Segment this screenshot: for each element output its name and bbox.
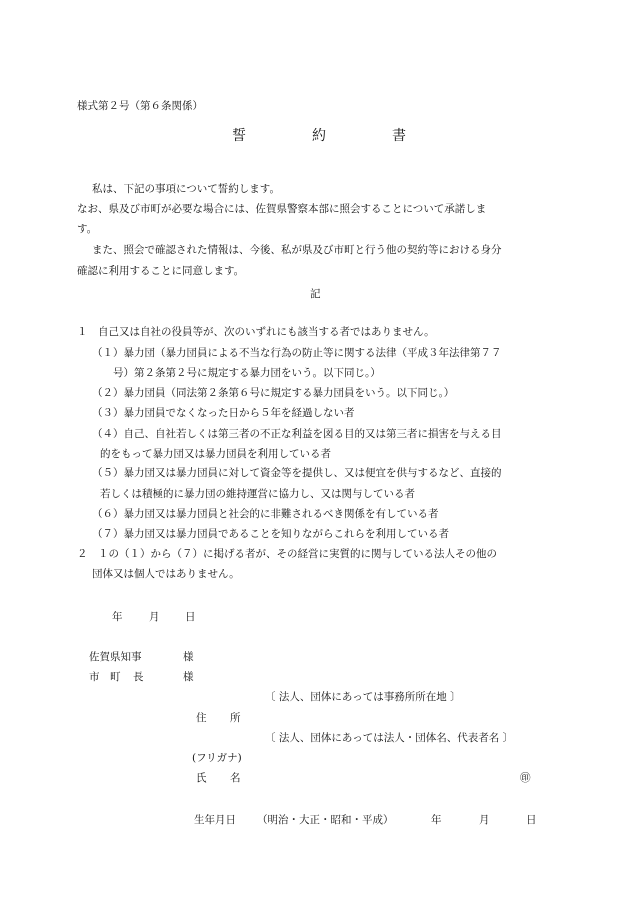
address-label-char-1: 住	[196, 712, 207, 724]
intro-line-2: なお、県及び市町が必要な場合には、佐賀県警察本部に照会することについて承諾しま	[77, 203, 487, 215]
furigana-label: (フリガナ)	[192, 752, 242, 764]
address-note: 〔 法人、団体にあっては事務所所在地 〕	[265, 691, 461, 703]
intro-line-4: また、照会で確認された情報は、今後、私が県及び市町と行う他の契約等における身分	[92, 244, 502, 256]
name-label-char-1: 氏	[196, 772, 207, 784]
birth-year-label: 年	[431, 814, 442, 826]
title-char-1: 誓	[232, 128, 246, 144]
document-title	[232, 127, 406, 146]
item-1: １ 自己又は自社の役員等が、次のいずれにも該当する者ではありません。	[77, 326, 435, 338]
intro-line-3: す。	[77, 223, 98, 235]
era-options: （明治・大正・昭和・平成）	[257, 814, 394, 826]
form-number-label: 様式第２号（第６条関係）	[77, 100, 203, 112]
title-char-2: 約	[312, 128, 326, 144]
title-char-3: 書	[392, 128, 406, 144]
subitem-5-line-2: 若しくは積極的に暴力団の維持運営に協力し、又は関与している者	[100, 488, 415, 500]
date-month: 月	[149, 611, 160, 623]
birthdate-label: 生年月日	[194, 814, 236, 826]
addressee-mayor-sama: 様	[183, 671, 194, 683]
intro-line-5: 確認に利用することに同意します。	[77, 265, 245, 277]
subitem-1-line-2: 号）第２条第２号に規定する暴力団をいう。以下同じ。）	[113, 367, 381, 379]
subitem-5-line-1: （５）暴力団又は暴力団員に対して資金等を提供し、又は便宜を供与するなど、直接的	[92, 467, 502, 479]
addressee-mayor-char-3: 長	[133, 671, 144, 683]
intro-line-1: 私は、下記の事項について誓約します。	[92, 183, 280, 195]
birth-month-label: 月	[479, 814, 490, 826]
item-2-line-1: ２ １の（１）から（７）に掲げる者が、その経営に実質的に関与している法人その他の	[77, 548, 497, 560]
addressee-mayor-char-1: 市	[89, 671, 100, 683]
name-label-char-2: 名	[230, 772, 241, 784]
subitem-1-line-1: （１）暴力団（暴力団員による不当な行為の防止等に関する法律（平成３年法律第７７	[92, 347, 502, 359]
subitem-2: （２）暴力団員（同法第２条第６号に規定する暴力団員をいう。以下同じ。）	[92, 387, 455, 399]
seal-mark: ㊞	[520, 772, 531, 784]
subitem-7: （７）暴力団又は暴力団員であることを知りながらこれらを利用している者	[92, 528, 449, 540]
date-day: 日	[185, 611, 196, 623]
addressee-governor-sama: 様	[183, 651, 194, 663]
address-label-char-2: 所	[230, 712, 241, 724]
subitem-3: （３）暴力団員でなくなった日から５年を経過しない者	[92, 407, 355, 419]
date-year: 年	[112, 611, 123, 623]
addressee-mayor-char-2: 町	[110, 671, 121, 683]
subitem-4-line-1: （４）自己、自社若しくは第三者の不正な利益を図る目的又は第三者に損害を与える目	[92, 428, 502, 440]
subitem-4-line-2: 的をもって暴力団又は暴力団員を利用している者	[100, 448, 331, 460]
ki-heading: 記	[310, 288, 321, 300]
addressee-governor: 佐賀県知事	[89, 651, 142, 663]
name-note: 〔 法人、団体にあっては法人・団体名、代表者名 〕	[265, 732, 514, 744]
subitem-6: （６）暴力団又は暴力団員と社会的に非難されるべき関係を有している者	[92, 508, 439, 520]
birth-day-label: 日	[526, 814, 537, 826]
item-2-line-2: 団体又は個人ではありません。	[92, 568, 240, 580]
